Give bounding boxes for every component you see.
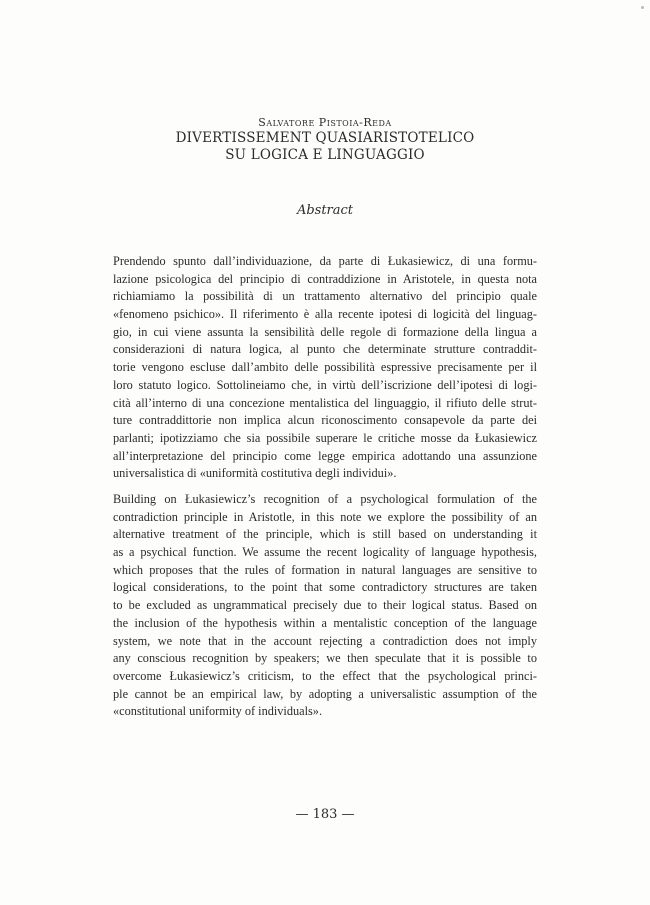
abstract-line: alternative treatment of the principle, which is still based on understanding it xyxy=(113,527,537,542)
abstract-line: ple cannot be an empirical law, by adopting a universalistic assumption of the xyxy=(113,686,537,701)
abstract-line: all’interpretazione del principio come legge empirica adottando una assunzione xyxy=(113,448,537,463)
abstract-line: cità all’interno di una concezione mentalistica del linguaggio, il rifiuto delle strut- xyxy=(113,395,537,410)
abstract-line: any conscious recognition by speakers; we then speculate that it is possible to xyxy=(113,651,537,666)
abstract-line: gio, in cui viene assunta la sensibilità delle regole di formazione della lingua a xyxy=(113,324,537,339)
abstract-line: torie vengono escluse dall’ambito delle possibilità espressive precisamente per il xyxy=(113,360,537,375)
abstract-line: overcome Łukasiewicz’s criticism, to the effect that the psychological princi- xyxy=(113,668,537,683)
italian-abstract xyxy=(113,253,537,483)
abstract-line: which proposes that the rules of formation in natural languages are sensitive to xyxy=(113,562,537,577)
abstract-line: system, we note that in the account rejecting a contradiction does not imply xyxy=(113,633,537,648)
abstract-line: lazione psicologica del principio di contraddizione in Aristotele, in questa nota xyxy=(113,271,537,286)
abstract-line: Prendendo spunto dall’individuazione, da parte di Łukasiewicz, di una formu- xyxy=(113,254,537,268)
abstract-line: parlanti; ipotizziamo che sia possibile superare le critiche mosse da Łukasiewicz xyxy=(113,430,537,445)
abstract-line: loro statuto logico. Sottolineiamo che, in virtù dell’iscrizione dell’ipotesi di logi- xyxy=(113,377,537,392)
author-name: Salvatore Pistoia-Reda xyxy=(258,116,392,129)
title-line-1: DIVERTISSEMENT QUASIARISTOTELICO xyxy=(175,130,475,146)
abstract-line: to be excluded as ungrammatical precisely due to their logical status. Based on xyxy=(113,598,537,613)
corner-dot xyxy=(641,6,644,9)
abstract-line: contradiction principle in Aristotle, in this note we explore the possibility of an xyxy=(113,509,537,524)
abstract-line: «fenomeno psichico». Il riferimento è alla recente ipotesi di logicità del linguag- xyxy=(113,307,537,322)
abstract-line: logical considerations, to the point that some contradictory structures are taken xyxy=(113,580,537,595)
abstract-line: ture contraddittorie non implica alcun riconoscimento consapevole da parte dei xyxy=(113,413,537,428)
abstract-line: as a psychical function. We assume the recent logicality of language hypothesis, xyxy=(113,545,537,560)
abstract-line: universalistica di «uniformità costitutiva degli individui». xyxy=(113,466,397,481)
abstract-line: considerazioni di natura logica, al punto che determinate strutture contraddit- xyxy=(113,342,537,357)
abstract-line: the inclusion of the hypothesis within a mentalistic conception of the language xyxy=(113,615,537,630)
title-line-2: SU LOGICA E LINGUAGGIO xyxy=(225,147,425,163)
abstract-line: Building on Łukasiewicz’s recognition of a psychological formulation of the xyxy=(113,492,537,506)
abstract-heading: Abstract xyxy=(296,203,354,218)
english-abstract xyxy=(113,491,537,721)
abstract-line: richiamiamo la possibilità di un trattamento alternativo del principio quale xyxy=(113,289,537,304)
page-number: — 183 — xyxy=(295,807,355,822)
abstract-line: «constitutional uniformity of individuals». xyxy=(113,704,323,719)
